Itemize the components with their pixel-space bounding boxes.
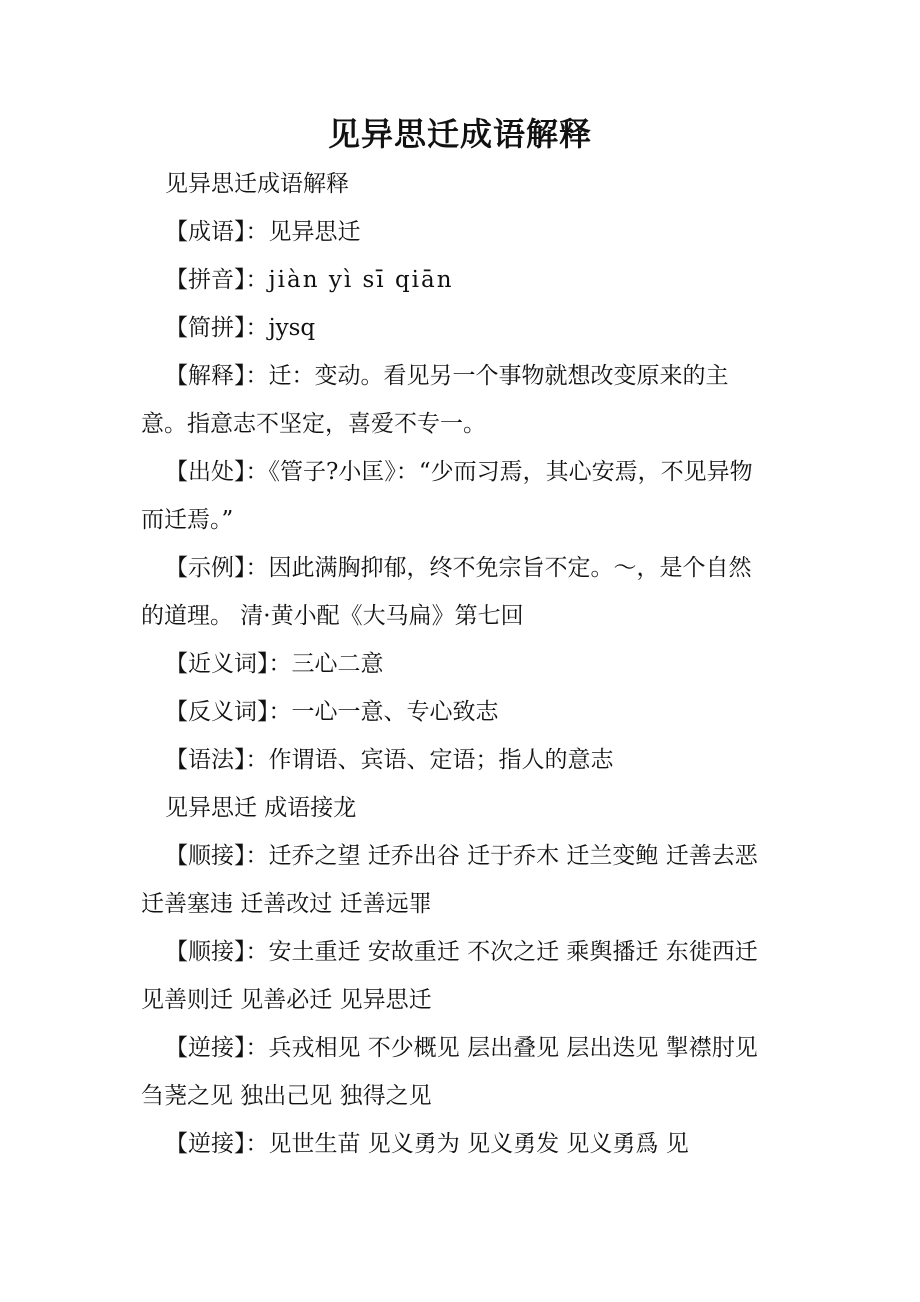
entry-value: 《管子?小匡》：“少而习焉，其心安焉，不见异物而迁焉。”	[141, 459, 753, 533]
entry-value: 作谓语、宾语、定语；指人的意志	[268, 747, 614, 773]
entry-label: 【近义词】	[165, 651, 269, 677]
entry-value: 安土重迁 安故重迁 不次之迁 乘舆播迁 东徙西迁 见善则迁 见善必迁 见异思迁	[141, 939, 758, 1013]
jielong-heading: 见异思迁 成语接龙	[165, 795, 357, 821]
jielong-row	[141, 832, 766, 928]
entry-jinyici	[141, 640, 766, 688]
entry-separator: ：	[245, 1131, 269, 1157]
entry-label: 【顺接】	[165, 843, 246, 869]
entry-separator: ：	[245, 1035, 269, 1061]
entry-label: 【顺接】	[165, 939, 246, 965]
entry-separator: ：	[245, 315, 269, 341]
entry-yufa	[141, 736, 766, 784]
entry-value: 见异思迁	[268, 219, 361, 245]
entry-value: 一心一意、专心致志	[291, 699, 499, 725]
jielong-row	[141, 928, 766, 1024]
entry-separator: ：	[245, 747, 269, 773]
entry-label: 【示例】	[165, 555, 246, 581]
entry-separator: ：	[268, 651, 292, 677]
entry-jianpin	[141, 304, 766, 352]
document-body	[141, 160, 766, 1168]
jielong-row	[141, 1024, 766, 1120]
entry-separator: ：	[245, 363, 269, 389]
entry-separator: ：	[245, 219, 269, 245]
entry-pinyin	[141, 256, 766, 304]
entry-separator: ：	[245, 843, 269, 869]
subtitle-line: 见异思迁成语解释	[165, 171, 349, 197]
entry-separator: ：	[245, 459, 269, 485]
entry-label: 【解释】	[165, 363, 246, 389]
entry-separator: ：	[268, 699, 292, 725]
entry-label: 【拼音】	[165, 267, 246, 293]
entry-label: 【出处】	[165, 459, 246, 485]
entry-value: 兵戎相见 不少概见 层出叠见 层出迭见 掣襟肘见 刍荛之见 独出己见 独得之见	[141, 1035, 758, 1109]
entry-chuchu	[141, 448, 766, 544]
jielong-row	[141, 1120, 766, 1168]
entry-value: 因此满胸抑郁，终不免宗旨不定。～，是个自然的道理。 清·黄小配《大马扁》第七回	[141, 555, 752, 629]
entry-label: 【逆接】	[165, 1035, 246, 1061]
entry-separator: ：	[245, 555, 269, 581]
entry-value: 见世生苗 见义勇为 见义勇发 见义勇爲 见	[268, 1131, 689, 1157]
entry-label: 【反义词】	[165, 699, 269, 725]
entry-value: 迁乔之望 迁乔出谷 迁于乔木 迁兰变鲍 迁善去恶 迁善塞违 迁善改过 迁善远罪	[141, 843, 758, 917]
entry-shili	[141, 544, 766, 640]
entry-value: jysq	[268, 315, 316, 341]
entry-jieshi	[141, 352, 766, 448]
entry-label: 【逆接】	[165, 1131, 246, 1157]
entry-label: 【语法】	[165, 747, 246, 773]
entry-label: 【成语】	[165, 219, 246, 245]
entry-value: jiàn yì sī qiān	[268, 267, 454, 293]
entry-separator: ：	[245, 939, 269, 965]
document-title: 见异思迁成语解释	[327, 115, 592, 153]
entry-label: 【简拼】	[165, 315, 246, 341]
entry-chengyu	[141, 208, 766, 256]
entry-value: 三心二意	[291, 651, 384, 677]
entry-fanyici	[141, 688, 766, 736]
entry-value: 迁：变动。看见另一个事物就想改变原来的主意。指意志不坚定，喜爱不专一。	[141, 363, 729, 437]
entry-separator: ：	[245, 267, 269, 293]
